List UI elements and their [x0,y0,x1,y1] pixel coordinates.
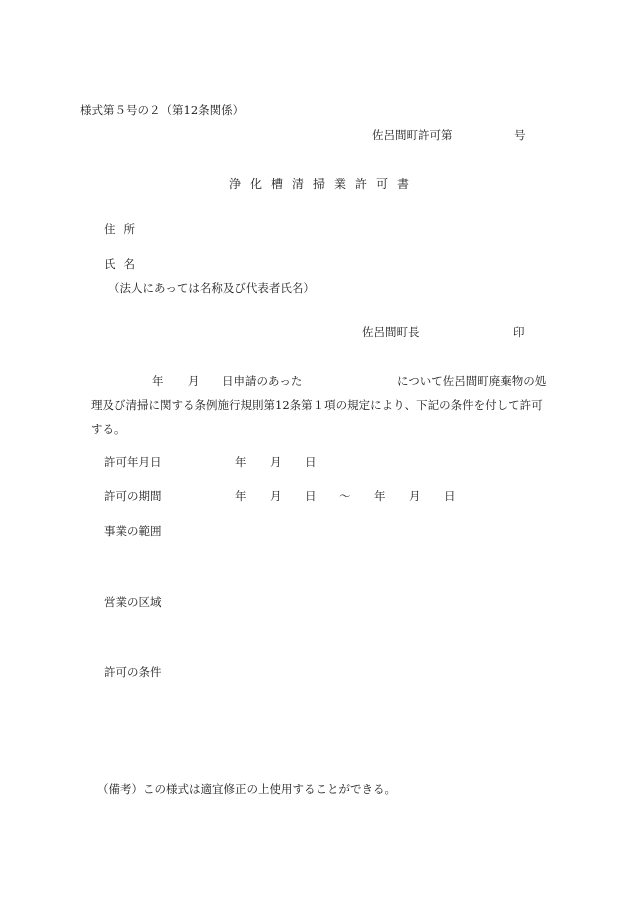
address-label: 住所 [104,222,143,236]
body-year: 年 [152,374,164,388]
business-scope-label: 事業の範囲 [104,524,162,538]
body-line2: 理及び清掃に関する条例施行規則第12条第１項の規定により、下記の条件を付して許可 [91,398,543,412]
period-end-month: 月 [409,489,421,503]
permit-number-suffix: 号 [514,128,526,142]
remarks: （備考）この様式は適宜修正の上使用することができる。 [97,782,396,796]
permit-period-label: 許可の期間 [104,489,162,503]
body-line3: する。 [91,422,126,436]
period-start-month: 月 [270,489,282,503]
period-end-year: 年 [374,489,386,503]
body-month: 月 [188,374,200,388]
business-area-label: 営業の区域 [104,595,162,609]
name-label: 氏名 [104,257,143,271]
document-title: 浄化槽清掃業許可書 [229,177,419,191]
period-tilde: 〜 [339,489,351,503]
permit-date-month: 月 [270,455,282,469]
period-start-day: 日 [305,489,317,503]
period-start-year: 年 [235,489,247,503]
permit-date-label: 許可年月日 [104,455,162,469]
corporation-note: （法人にあっては名称及び代表者氏名） [108,281,315,295]
seal-mark: 印 [513,325,525,339]
permit-number-prefix: 佐呂間町許可第 [372,128,453,142]
body-day-requested: 日申請のあった [222,374,303,388]
mayor-title: 佐呂間町長 [362,325,420,339]
permit-date-year: 年 [235,455,247,469]
permit-date-day: 日 [305,455,317,469]
period-end-day: 日 [444,489,456,503]
body-line1-end: について佐呂間町廃棄物の処 [397,374,547,388]
permit-conditions-label: 許可の条件 [104,665,162,679]
form-number: 様式第５号の２（第12条関係） [80,103,245,117]
